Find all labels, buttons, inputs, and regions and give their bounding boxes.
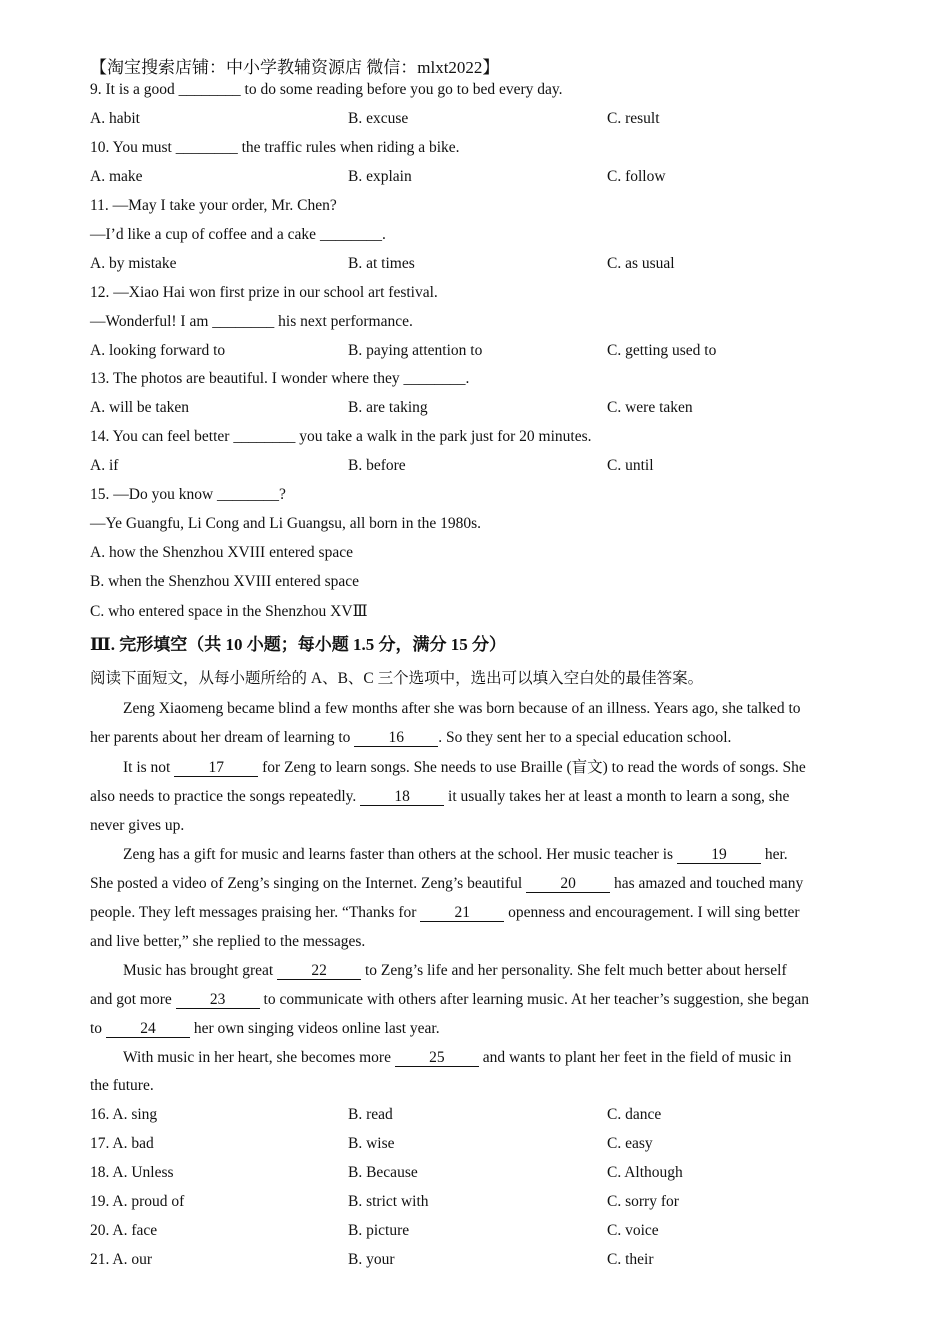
option-19-a: 19. A. proud of	[90, 1193, 185, 1210]
header-banner: 【淘宝搜索店铺：中小学教辅资源店 微信：mlxt2022】	[90, 58, 500, 77]
question-15-option-c: C. who entered space in the Shenzhou XVⅢ	[90, 603, 368, 620]
question-15-stem: 15. —Do you know ________?	[90, 486, 286, 503]
option-17-c: C. easy	[607, 1135, 653, 1152]
option-20-b: B. picture	[348, 1222, 410, 1239]
question-12-stem: 12. —Xiao Hai won first prize in our school art festival.	[90, 284, 438, 301]
question-12-option-c: C. getting used to	[607, 342, 717, 359]
question-11-reply: —I’d like a cup of coffee and a cake ________.	[90, 226, 386, 243]
option-16-c: C. dance	[607, 1106, 662, 1123]
question-10-option-b: B. explain	[348, 168, 412, 185]
question-12-option-b: B. paying attention to	[348, 342, 483, 359]
passage-p2-line1: It is not 17 for Zeng to learn songs. She needs to use Braille (盲文) to read the words of songs. She	[123, 759, 806, 776]
option-18-a: 18. A. Unless	[90, 1164, 174, 1181]
option-17-b: B. wise	[348, 1135, 395, 1152]
option-21-c: C. their	[607, 1251, 654, 1268]
option-20-c: C. voice	[607, 1222, 659, 1239]
passage-p4-line1: Music has brought great 22 to Zeng’s life and her personality. She felt much better about herself	[123, 962, 787, 979]
passage-p5-line2: the future.	[90, 1077, 154, 1094]
blank-22: 22	[277, 963, 361, 980]
option-16-b: B. read	[348, 1106, 393, 1123]
option-18-b: B. Because	[348, 1164, 418, 1181]
question-15-reply: —Ye Guangfu, Li Cong and Li Guangsu, all born in the 1980s.	[90, 515, 482, 532]
option-19-b: B. strict with	[348, 1193, 429, 1210]
blank-23: 23	[176, 992, 260, 1009]
question-10-option-c: C. follow	[607, 168, 666, 185]
passage-p3-line1: Zeng has a gift for music and learns faster than others at the school. Her music teacher is 19 her.	[123, 846, 788, 863]
question-12-option-a: A. looking forward to	[90, 342, 226, 359]
question-12-reply: —Wonderful! I am ________ his next performance.	[90, 313, 413, 330]
question-15-option-b: B. when the Shenzhou XVIII entered space	[90, 573, 360, 590]
passage-p1-line1: Zeng Xiaomeng became blind a few months after she was born because of an illness. Years ago, she talked to	[123, 700, 801, 717]
question-9-option-b: B. excuse	[348, 110, 409, 127]
blank-24: 24	[106, 1021, 190, 1038]
passage-p1-line2: her parents about her dream of learning to 16 . So they sent her to a special education school.	[90, 729, 732, 746]
section-3-title: Ⅲ. 完形填空（共 10 小题；每小题 1.5 分，满分 15 分）	[90, 635, 506, 654]
option-17-a: 17. A. bad	[90, 1135, 154, 1152]
passage-p3-line4: and live better,” she replied to the messages.	[90, 933, 366, 950]
option-16-a: 16. A. sing	[90, 1106, 158, 1123]
question-14-option-c: C. until	[607, 457, 654, 474]
question-15-option-a: A. how the Shenzhou XVIII entered space	[90, 544, 353, 561]
blank-17: 17	[174, 760, 258, 777]
question-14-stem: 14. You can feel better ________ you take a walk in the park just for 20 minutes.	[90, 428, 592, 445]
passage-p2-line3: never gives up.	[90, 817, 185, 834]
question-13-option-c: C. were taken	[607, 399, 693, 416]
option-21-a: 21. A. our	[90, 1251, 152, 1268]
option-18-c: C. Although	[607, 1164, 683, 1181]
question-9-option-a: A. habit	[90, 110, 140, 127]
question-11-option-a: A. by mistake	[90, 255, 177, 272]
question-13-stem: 13. The photos are beautiful. I wonder where they ________.	[90, 370, 470, 387]
passage-p2-line2: also needs to practice the songs repeatedly. 18 it usually takes her at least a month to learn a song, she	[90, 788, 790, 805]
question-13-option-a: A. will be taken	[90, 399, 190, 416]
question-9-option-c: C. result	[607, 110, 660, 127]
blank-16: 16	[354, 730, 438, 747]
blank-18: 18	[360, 789, 444, 806]
blank-20: 20	[526, 876, 610, 893]
passage-p3-line2: She posted a video of Zeng’s singing on the Internet. Zeng’s beautiful 20 has amazed and touched many	[90, 875, 804, 892]
question-10-option-a: A. make	[90, 168, 143, 185]
question-13-option-b: B. are taking	[348, 399, 428, 416]
passage-p4-line3: to 24 her own singing videos online last year.	[90, 1020, 440, 1037]
question-11-option-b: B. at times	[348, 255, 415, 272]
question-11-option-c: C. as usual	[607, 255, 675, 272]
passage-p4-line2: and got more 23 to communicate with others after learning music. At her teacher’s suggestion, she began	[90, 991, 810, 1008]
question-14-option-a: A. if	[90, 457, 119, 474]
option-21-b: B. your	[348, 1251, 395, 1268]
option-20-a: 20. A. face	[90, 1222, 158, 1239]
blank-21: 21	[420, 905, 504, 922]
question-14-option-b: B. before	[348, 457, 406, 474]
question-10-stem: 10. You must ________ the traffic rules when riding a bike.	[90, 139, 460, 156]
question-11-stem: 11. —May I take your order, Mr. Chen?	[90, 197, 337, 214]
passage-p3-line3: people. They left messages praising her. “Thanks for 21 openness and encouragement. I will sing better	[90, 904, 800, 921]
passage-p5-line1: With music in her heart, she becomes more 25 and wants to plant her feet in the field of music in	[123, 1049, 792, 1066]
section-3-instruction: 阅读下面短文，从每小题所给的 A、B、C 三个选项中，选出可以填入空白处的最佳答案。	[90, 670, 704, 687]
option-19-c: C. sorry for	[607, 1193, 679, 1210]
blank-19: 19	[677, 847, 761, 864]
question-9-stem: 9. It is a good ________ to do some reading before you go to bed every day.	[90, 81, 563, 98]
blank-25: 25	[395, 1050, 479, 1067]
